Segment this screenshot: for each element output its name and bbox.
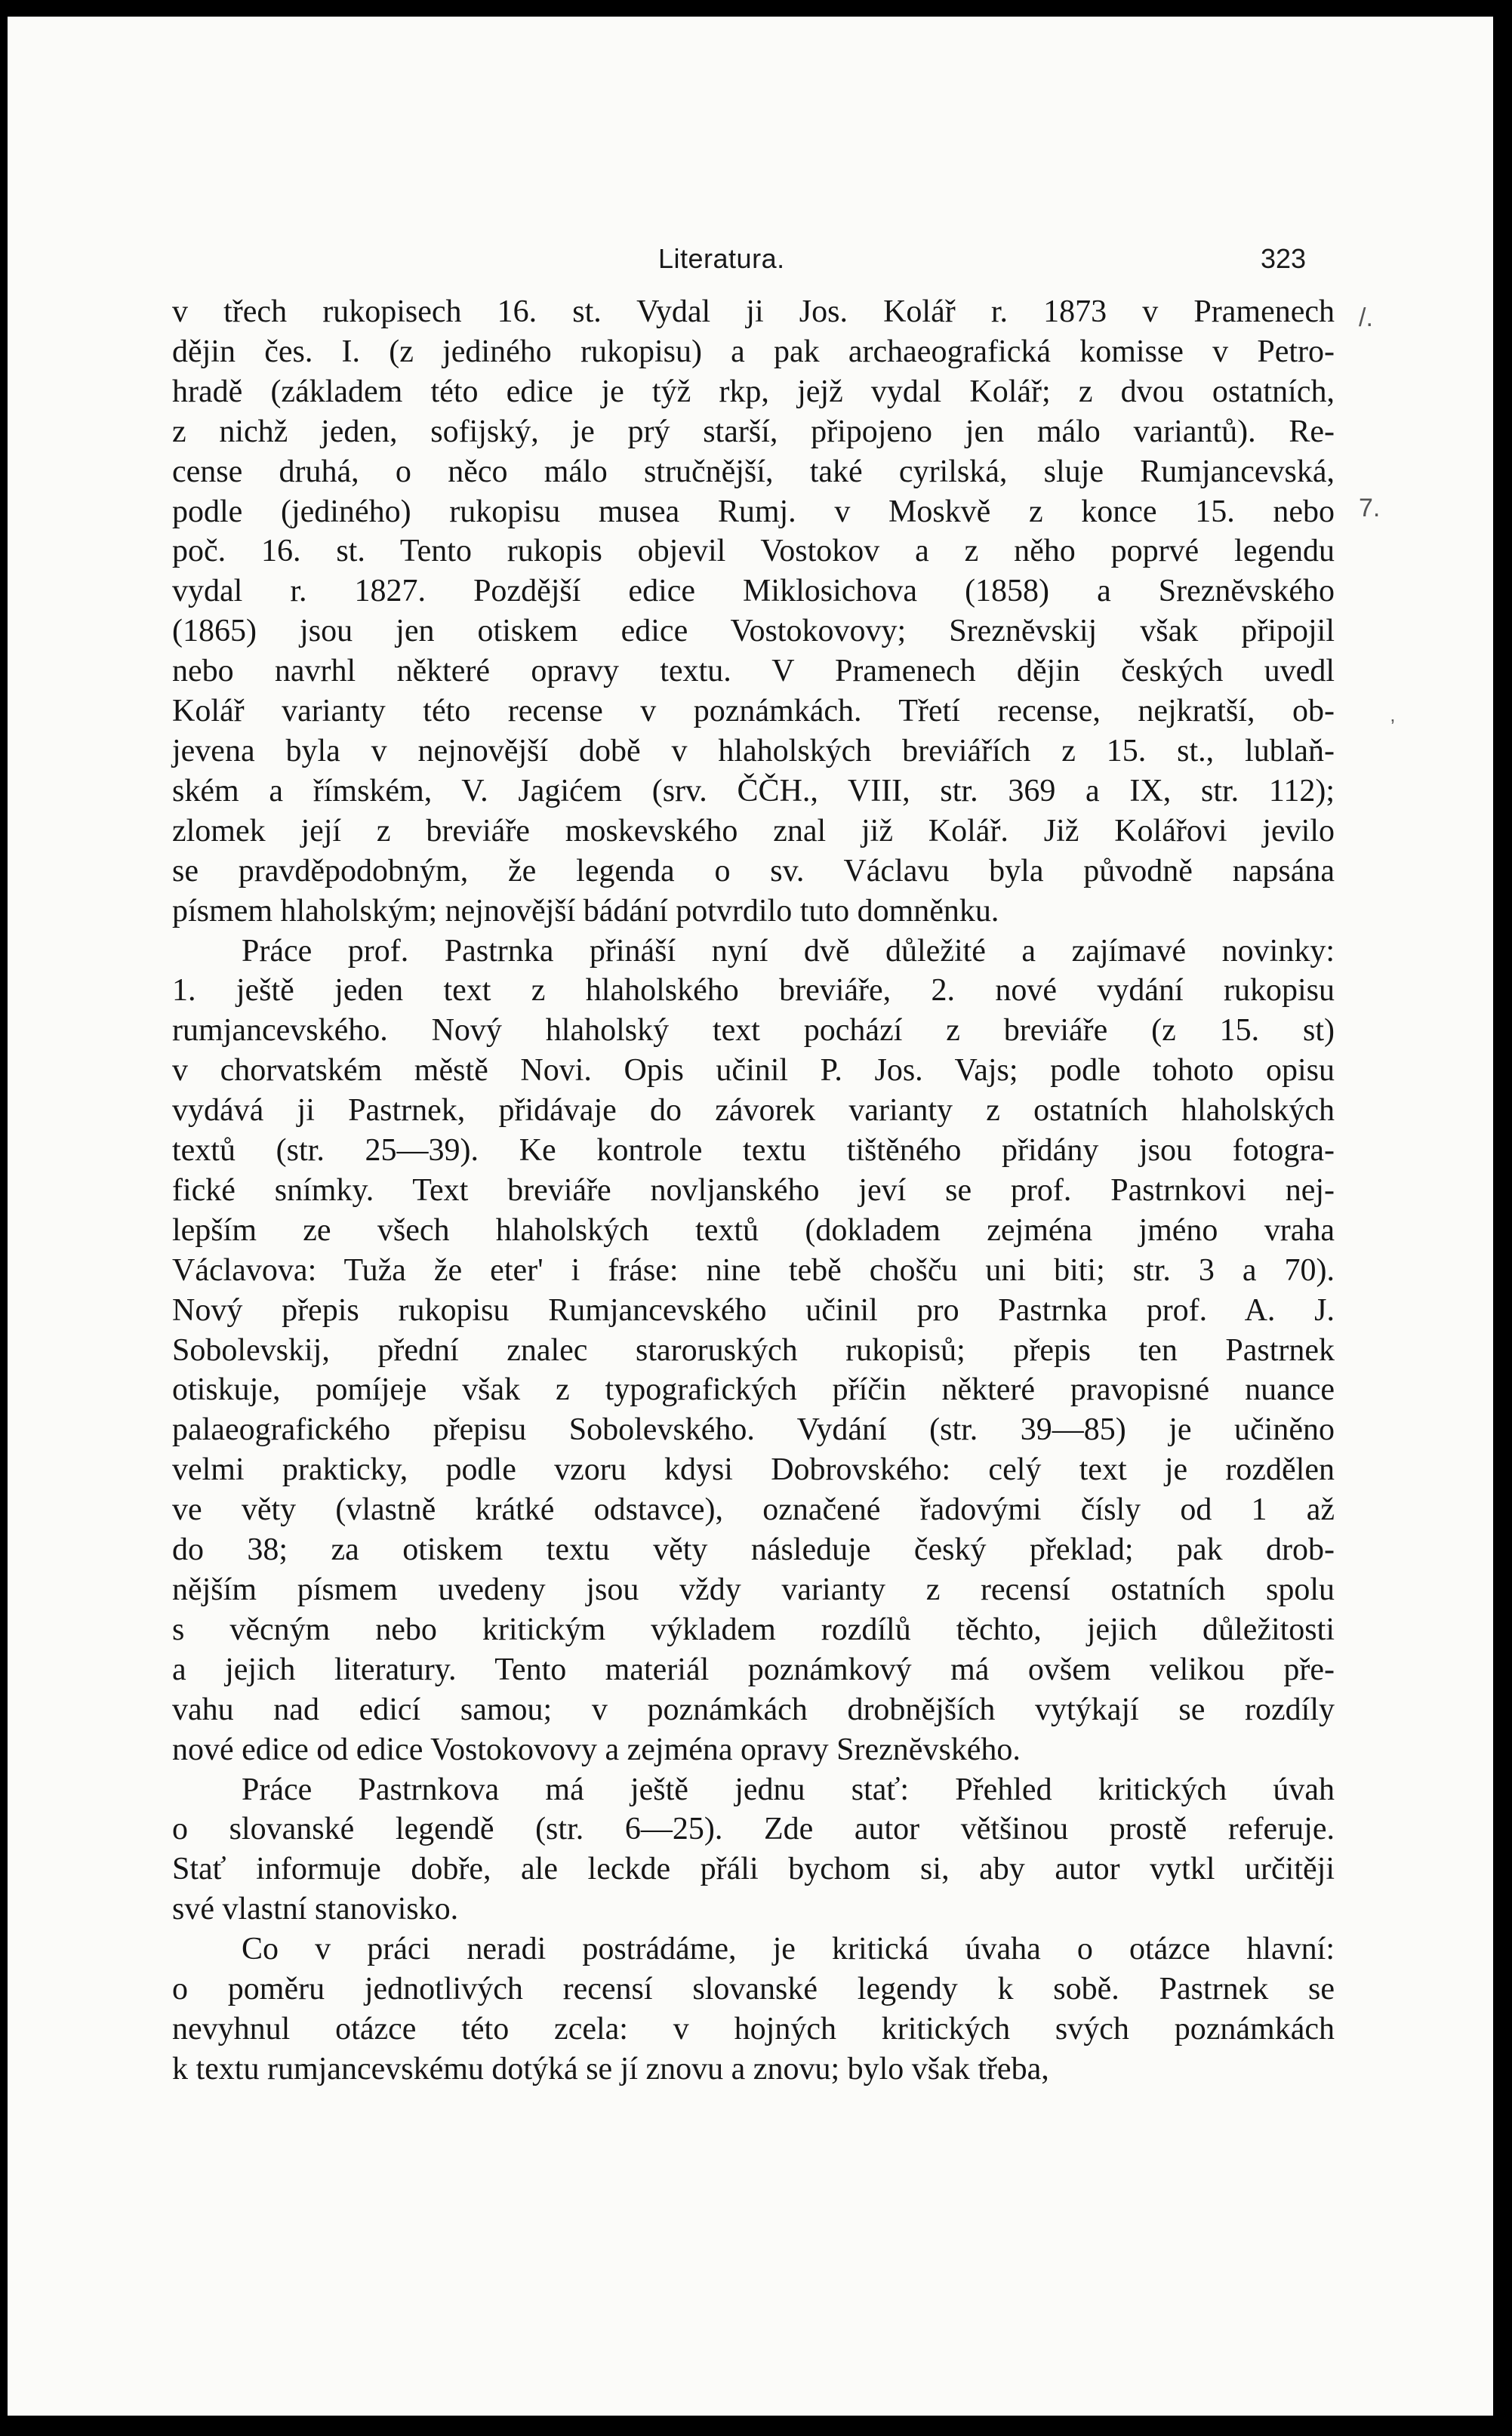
text-line: Václavova: Tuža že eter' i fráse: nine tebě chošču uni biti; str. 3 a 70). (172, 1252, 1335, 1288)
text-line: o poměru jednotlivých recensí slovanské legendy k sobě. Pastrnek se (172, 1972, 1335, 2007)
text-line: a jejich literatury. Tento materiál poznámkový má ovšem velikou pře- (172, 1652, 1335, 1687)
text-line: hradě (základem této edice je týž rkp, jejž vydal Kolář; z dvou ostatních, (172, 374, 1335, 409)
text-line: nebo navrhl některé opravy textu. V Pramenech dějin českých uvedl (172, 654, 1335, 689)
text-line: v chorvatském městě Novi. Opis učinil P. Jos. Vajs; podle tohoto opisu (172, 1053, 1335, 1089)
document-page (8, 17, 1493, 2416)
text-line: Práce Pastrnkova má ještě jednu stať: Přehled kritických úvah (242, 1772, 1335, 1807)
text-line: písmem hlaholským; nejnovější bádání potvrdilo tuto domněnku. (172, 893, 999, 929)
body-text (172, 292, 1335, 2090)
text-line: ve věty (vlastně krátké odstavce), označené řadovými čísly od 1 až (172, 1492, 1335, 1528)
paragraph (172, 1929, 1335, 2090)
margin-annotation: 7. (1359, 494, 1381, 522)
text-line: nevyhnul otázce této zcela: v hojných kritických svých poznámkách (172, 2011, 1335, 2046)
text-line: nějším písmem uvedeny jsou vždy varianty z recensí ostatních spolu (172, 1572, 1335, 1607)
text-line: nové edice od edice Vostokovovy a zejména opravy Sreznĕvského. (172, 1732, 1021, 1767)
text-line: textů (str. 25—39). Ke kontrole textu tištěného přidány jsou fotogra- (172, 1133, 1335, 1169)
text-line: do 38; za otiskem textu věty následuje český překlad; pak drob- (172, 1532, 1335, 1568)
paragraph (172, 292, 1335, 932)
text-line: vydává ji Pastrnek, přidávaje do závorek varianty z ostatních hlaholských (172, 1093, 1335, 1129)
text-line: poč. 16. st. Tento rukopis objevil Vostokov a z něho poprvé legendu (172, 534, 1335, 569)
text-line: dějin čes. I. (z jediného rukopisu) a pak archaeografická komisse v Petro- (172, 334, 1335, 369)
text-line: jevena byla v nejnovější době v hlaholských breviářích z 15. st., lublaň- (172, 733, 1335, 768)
text-line: velmi prakticky, podle vzoru kdysi Dobrovského: celý text je rozdělen (172, 1452, 1335, 1488)
text-line: v třech rukopisech 16. st. Vydal ji Jos. Kolář r. 1873 v Pramenech (172, 294, 1335, 329)
text-line: s věcným nebo kritickým výkladem rozdílů těchto, jejich důležitosti (172, 1612, 1335, 1647)
text-line: fické snímky. Text breviáře novljanského jeví se prof. Pastrnkovi nej- (172, 1172, 1335, 1208)
text-line: cense druhá, o něco málo stručnější, také cyrilská, sluje Rumjancevská, (172, 454, 1335, 489)
text-line: své vlastní stanovisko. (172, 1892, 459, 1927)
text-line: podle (jediného) rukopisu musea Rumj. v Moskvě z konce 15. nebo (172, 494, 1335, 529)
text-line: Stať informuje dobře, ale leckde přáli bychom si, aby autor vytkl určitěji (172, 1852, 1335, 1887)
text-line: vahu nad edicí samou; v poznámkách drobnějších vytýkají se rozdíly (172, 1692, 1335, 1727)
text-line: palaeografického přepisu Sobolevského. Vydání (str. 39—85) je učiněno (172, 1412, 1335, 1448)
text-line: z nichž jeden, sofijský, je prý starší, připojeno jen málo variantů). Re- (172, 414, 1335, 449)
text-line: otiskuje, pomíjeje však z typografických příčin některé pravopisné nuance (172, 1372, 1335, 1408)
text-line: Kolář varianty této recense v poznámkách. Třetí recense, nejkratší, ob- (172, 694, 1335, 729)
page-number: 323 (1261, 243, 1307, 274)
text-line: o slovanské legendě (str. 6—25). Zde autor většinou prostě referuje. (172, 1812, 1335, 1847)
text-line: Sobolevskij, přední znalec staroruských rukopisů; přepis ten Pastrnek (172, 1332, 1335, 1368)
text-line: Nový přepis rukopisu Rumjancevského učinil pro Pastrnka prof. A. J. (172, 1292, 1335, 1328)
text-line: (1865) jsou jen otiskem edice Vostokovovy; Sreznĕvskij však připojil (172, 614, 1335, 649)
text-line: se pravděpodobným, že legenda o sv. Václavu byla původně napsána (172, 853, 1335, 888)
running-header-title: Literatura. (658, 243, 785, 274)
margin-annotation: /. (1359, 303, 1373, 332)
text-line: rumjancevského. Nový hlaholský text pochází z breviáře (z 15. st) (172, 1013, 1335, 1049)
text-line: Práce prof. Pastrnka přináší nyní dvě důležité a zajímavé novinky: (242, 933, 1335, 969)
text-line: k textu rumjancevskému dotýká se jí znovu a znovu; bylo však třeba, (172, 2051, 1049, 2086)
margin-annotation: ’ (1390, 715, 1395, 738)
text-line: lepším ze všech hlaholských textů (dokladem zejména jméno vraha (172, 1212, 1335, 1248)
paragraph (172, 932, 1335, 1770)
text-line: vydal r. 1827. Pozdější edice Miklosichova (1858) a Sreznĕvského (172, 574, 1335, 609)
text-line: ském a římském, V. Jagićem (srv. ČČH., VIII, str. 369 a IX, str. 112); (172, 773, 1335, 808)
text-line: Co v práci neradi postrádáme, je kritická úvaha o otázce hlavní: (242, 1932, 1335, 1967)
paragraph (172, 1770, 1335, 1930)
text-line: 1. ještě jeden text z hlaholského breviáře, 2. nové vydání rukopisu (172, 973, 1335, 1009)
text-line: zlomek její z breviáře moskevského znal již Kolář. Již Kolářovi jevilo (172, 813, 1335, 848)
